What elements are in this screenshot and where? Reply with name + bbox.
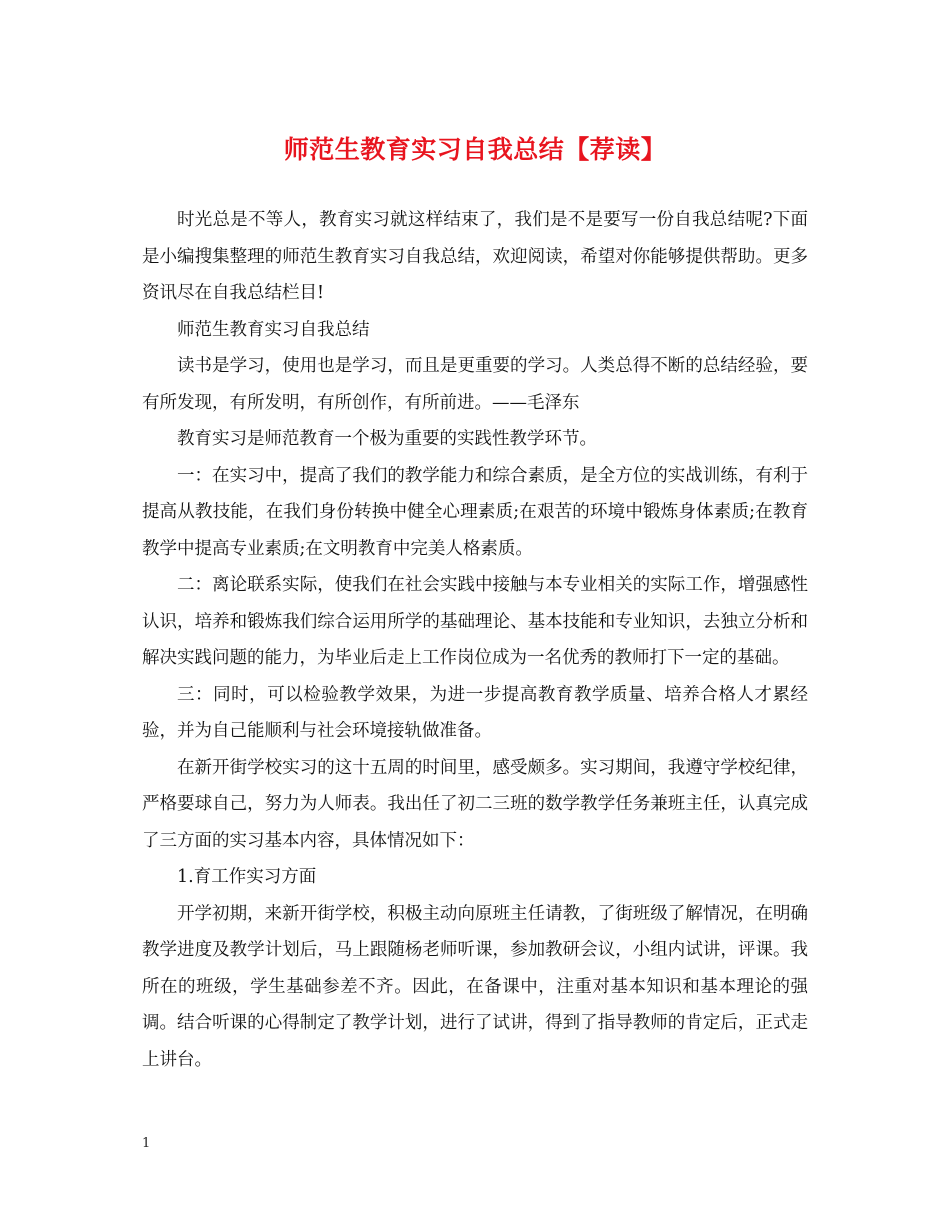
page-number: 1 xyxy=(142,1136,151,1151)
paragraph-overview: 教育实习是师范教育一个极为重要的实践性教学环节。 xyxy=(177,429,597,449)
paragraph-point-one: 一：在实习中，提高了我们的教学能力和综合素质，是全方位的实战训练，有利于提高从教技能，在我们身份转换中健全心理素质;在艰苦的环境中锻炼身体素质;在教育教学中提高专业素质;在文明教育中完美人格素质。 xyxy=(142,465,808,559)
paragraph-intro: 时光总是不等人，教育实习就这样结束了，我们是不是要写一份自我总结呢?下面是小编搜集整理的师范生教育实习自我总结，欢迎阅读，希望对你能够提供帮助。更多资讯尽在自我总结栏目! xyxy=(142,210,808,303)
paragraph-point-three: 三：同时，可以检验教学效果，为进一步提高教育教学质量、培养合格人才累经验，并为自己能顺利与社会环境接轨做准备。 xyxy=(142,684,808,741)
document-body xyxy=(142,202,808,1078)
document-title: 师范生教育实习自我总结【荐读】 xyxy=(283,135,667,164)
paragraph-section-body: 开学初期，来新开街学校，积极主动向原班主任请教，了街班级了解情况，在明确教学进度及教学计划后，马上跟随杨老师听课，参加教研会议，小组内试讲，评课。我所在的班级，学生基础参差不齐。因此，在备课中，注重对基本知识和基本理论的强调。结合听课的心得制定了教学计划，进行了试讲，得到了指导教师的肯定后，正式走上讲台。 xyxy=(142,903,808,1070)
paragraph-point-two: 二：离论联系实际，使我们在社会实践中接触与本专业相关的实际工作，增强感性认识，培养和锻炼我们综合运用所学的基础理论、基本技能和专业知识，去独立分析和解决实践问题的能力，为毕业后走上工作岗位成为一名优秀的教师打下一定的基础。 xyxy=(142,575,808,668)
paragraph-subtitle: 师范生教育实习自我总结 xyxy=(177,319,370,340)
paragraph-internship: 在新开街学校实习的这十五周的时间里，感受颇多。实习期间，我遵守学校纪律，严格要球自己，努力为人师表。我出任了初二三班的数学教学任务兼班主任，认真完成了三方面的实习基本内容，具体情况如下： xyxy=(142,757,808,851)
paragraph-quote: 读书是学习，使用也是学习，而且是更重要的学习。人类总得不断的总结经验，要有所发现，有所发明，有所创作，有所前进。——毛泽东 xyxy=(142,356,808,413)
section-heading: 1.育工作实习方面 xyxy=(177,867,317,887)
